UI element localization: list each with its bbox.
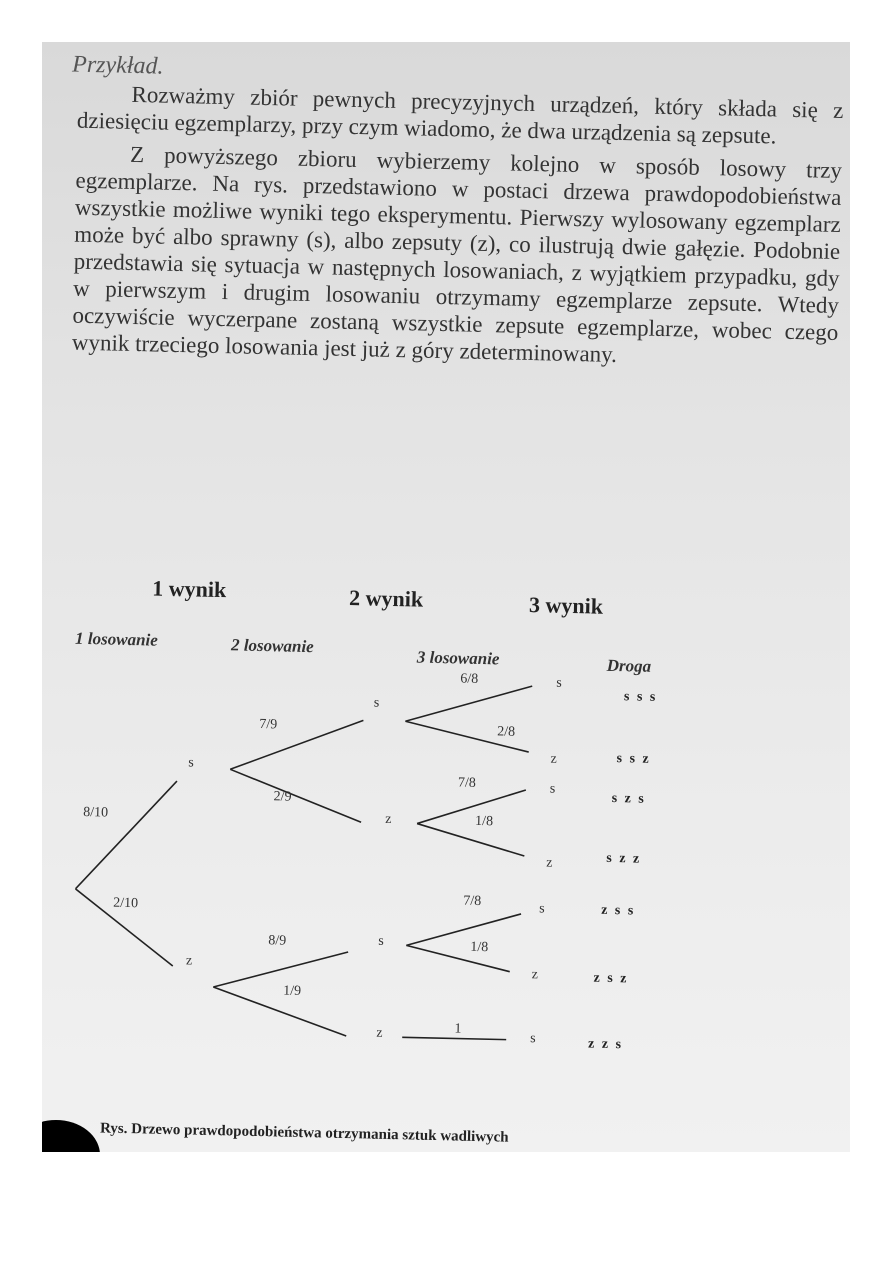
paragraph-1: Rozważmy zbiór pewnych precyzyjnych urządzeń, który składa się z dziesięciu egzemplarzy, przy czym wiadomo, że dwa urządzenia są zepsute. [76,81,844,149]
subheader-draw-3: 3 losowanie [416,647,500,669]
prob-ss-z: 2/8 [496,724,516,740]
branch-zz-s [402,1037,506,1039]
prob-1-z: 2/10 [113,895,139,912]
branch-zs-z [406,945,511,971]
branch-z-z [212,987,347,1036]
prob-z-z: 1/9 [283,983,302,999]
prob-sz-z: 1/8 [474,813,494,830]
page-content [42,42,850,1152]
branch-s-z [229,769,362,822]
path-szs: s z s [611,790,646,807]
path-szz: s z z [606,850,642,867]
node-z-s: s [378,933,385,949]
node-s-s: s [373,695,380,711]
node-zs-z: z [531,967,539,983]
prob-z-s: 8/9 [268,933,287,949]
figure-caption: Rys. Drzewo prawdopodobieństwa otrzymania sztuk wadliwych [99,1120,509,1146]
subheader-draw-1: 1 losowanie [74,628,159,650]
header-result-1: 1 wynik [152,575,227,603]
node-z-z: z [376,1025,383,1041]
probability-tree [42,42,850,1152]
node-1-s: s [188,755,195,771]
path-ssz: s s z [616,751,651,767]
node-ss-s: s [556,675,562,691]
branch-zs-s [406,911,521,948]
node-zs-s: s [538,901,545,917]
node-sz-s: s [549,781,556,797]
branch-ss-s [405,683,532,724]
prob-zs-s: 7/8 [463,893,482,910]
prob-s-z: 2/9 [273,789,292,805]
photographed-page [42,42,850,1152]
node-s-z: z [384,811,392,827]
branch-1-s [75,779,176,891]
prob-sz-s: 7/8 [457,775,477,791]
prob-zz-s: 1 [454,1021,462,1037]
prob-zs-z: 1/8 [470,939,489,956]
path-sss: s s s [623,689,658,705]
node-zz-s: s [530,1031,536,1047]
header-result-3: 3 wynik [528,592,604,619]
node-ss-z: z [550,751,557,767]
prob-1-s: 8/10 [83,804,109,821]
prob-ss-s: 6/8 [460,671,479,687]
node-1-z: z [185,953,193,969]
example-title: Przykład. [71,51,164,80]
prob-s-s: 7/9 [259,716,278,733]
subheader-draw-2: 2 losowanie [230,635,314,657]
node-sz-z: z [546,855,553,871]
paragraph-2: Z powyższego zbioru wybierzemy kolejno w sposób losowy trzy egzemplarze. Na rys. przedstawiono w postaci drzewa prawdopodobieństwa wszystkie możliwe wyniki tego eksperymentu. Pierwszy wylosowany egzemplarz może być albo sprawny (s), albo zepsuty (z), co ilustrują dwie gałęzie. Podobnie przedstawia się sytuacja w następnych losowaniach, z wyjątkiem przypadku, gdy w pierwszym i drugim losowaniu otrzymamy egzemplarze zepsute. Wtedy oczywiście wyczerpane zostaną wszystkie zepsute egzemplarze, wobec czego wynik trzeciego losowania jest już z góry zdeterminowany. [71,141,843,367]
subheader-path: Droga [606,655,652,676]
path-zss: z s s [600,902,636,919]
header-result-2: 2 wynik [348,584,424,612]
branch-sz-z [416,824,525,856]
branch-z-s [213,949,348,990]
path-zsz: z s z [593,970,629,987]
path-zzs: z z s [587,1036,624,1053]
branch-s-s [230,717,363,772]
branch-sz-s [417,788,526,826]
